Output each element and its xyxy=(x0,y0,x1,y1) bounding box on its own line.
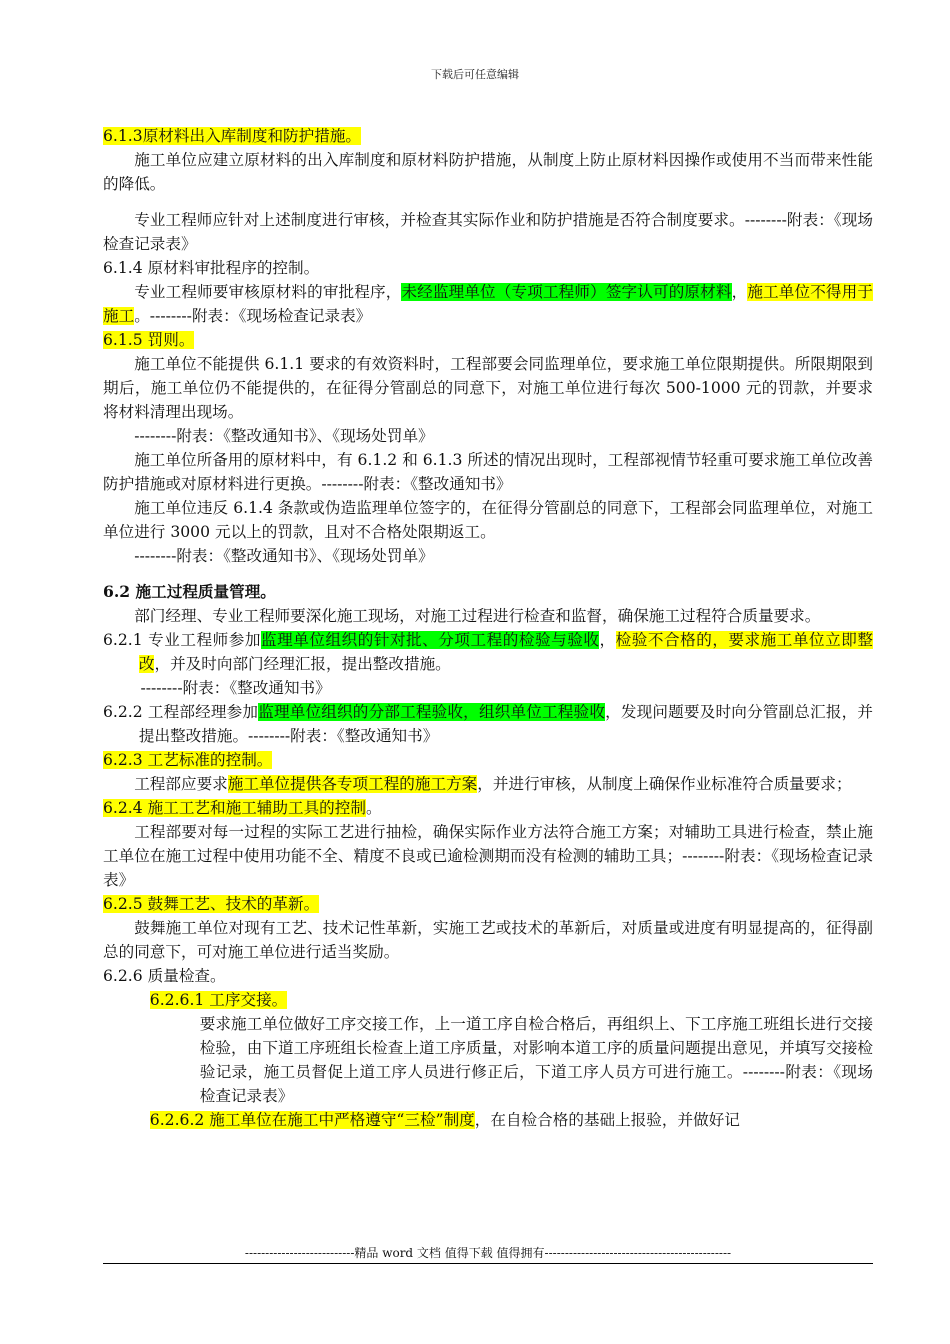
page-footer: ---------------------------精品 word 文档 值得下载 值得拥有---------------------------------------------- xyxy=(244,1246,732,1260)
section-6-2-3-paragraph: 工程部应要求施工单位提供各专项工程的施工方案，并进行审核，从制度上确保作业标准符合质量要求； xyxy=(134,775,852,793)
section-6-2-6-1-heading: 6.2.6.1 工序交接。 xyxy=(149,991,288,1009)
section-6-1-5-heading: 6.1.5 罚则。 xyxy=(103,331,195,349)
section-6-1-5-paragraph: 施工单位所备用的原材料中，有 6.1.2 和 6.1.3 所述的情况出现时，工程部视情节轻重可要求施工单位改善防护措施或对原材料进行更换。--------附表：《整改通知书》 xyxy=(103,451,873,493)
section-6-2-6-1-paragraph: 要求施工单位做好工序交接工作，上一道工序自检合格后，再组织上、下工序施工班组长进行交接检验，由下道工序班组长检查上道工序质量，对影响本道工序的质量问题提出意见，并填写交接检验记录，施工员督促上道工序人员进行修正后，下道工序人员方可进行施工。--------附表：《现场检查记录表》 xyxy=(199,1015,873,1105)
section-6-2-6-heading: 6.2.6 质量检查。 xyxy=(103,967,226,985)
section-6-2-heading: 6.2 施工过程质量管理。 xyxy=(103,582,276,601)
section-6-2-2-paragraph: 6.2.2 工程部经理参加监理单位组织的分部工程验收，组织单位工程验收，发现问题要及时向分管副总汇报，并提出整改措施。--------附表：《整改通知书》 xyxy=(103,703,873,745)
section-6-1-5-paragraph: 施工单位不能提供 6.1.1 要求的有效资料时，工程部要会同监理单位，要求施工单位限期提供。所限期限到期后，施工单位仍不能提供的，在征得分管副总的同意下，对施工单位进行每次 500-1000 元的罚款，并要求将材料清理出现场。 xyxy=(103,355,873,421)
section-6-2-paragraph: 部门经理、专业工程师要深化施工现场，对施工过程进行检查和监督，确保施工过程符合质量要求。 xyxy=(134,607,821,625)
section-6-1-3-heading: 6.1.3原材料出入库制度和防护措施。 xyxy=(103,127,362,145)
section-6-1-4-paragraph: 专业工程师要审核原材料的审批程序，未经监理单位（专项工程师）签字认可的原材料，施工单位不得用于施工。--------附表：《现场检查记录表》 xyxy=(103,283,873,325)
section-6-2-1-attachment: --------附表：《整改通知书》 xyxy=(140,679,331,697)
section-6-2-4-heading: 6.2.4 施工工艺和施工辅助工具的控制。 xyxy=(103,799,382,817)
section-6-1-3-paragraph: 专业工程师应针对上述制度进行审核，并检查其实际作业和防护措施是否符合制度要求。--------附表：《现场检查记录表》 xyxy=(103,211,873,253)
section-6-1-5-attachment: --------附表：《整改通知书》、《现场处罚单》 xyxy=(134,427,434,445)
page-header: 下载后可任意编辑 xyxy=(431,68,519,81)
section-6-1-5-attachment: --------附表：《整改通知书》、《现场处罚单》 xyxy=(134,547,434,565)
section-6-2-3-heading: 6.2.3 工艺标准的控制。 xyxy=(103,751,273,769)
footer-divider xyxy=(103,1263,873,1264)
section-6-1-5-paragraph: 施工单位违反 6.1.4 条款或伪造监理单位签字的，在征得分管副总的同意下，工程部会同监理单位，对施工单位进行 3000 元以上的罚款，且对不合格处限期返工。 xyxy=(103,499,873,541)
section-6-2-1-paragraph: 6.2.1 专业工程师参加监理单位组织的针对批、分项工程的检验与验收，检验不合格的，要求施工单位立即整改，并及时向部门经理汇报，提出整改措施。 xyxy=(103,631,873,673)
section-6-1-4-heading: 6.1.4 原材料审批程序的控制。 xyxy=(103,259,320,277)
document-body xyxy=(103,124,873,1132)
section-6-2-6-2-paragraph: 6.2.6.2 施工单位在施工中严格遵守“三检”制度，在自检合格的基础上报验，并做好记 xyxy=(149,1111,740,1129)
section-6-2-5-paragraph: 鼓舞施工单位对现有工艺、技术记性革新，实施工艺或技术的革新后，对质量或进度有明显提高的，征得副总的同意下，可对施工单位进行适当奖励。 xyxy=(103,919,873,961)
section-6-1-3-paragraph: 施工单位应建立原材料的出入库制度和原材料防护措施，从制度上防止原材料因操作或使用不当而带来性能的降低。 xyxy=(103,151,873,193)
section-6-2-4-paragraph: 工程部要对每一过程的实际工艺进行抽检，确保实际作业方法符合施工方案；对辅助工具进行检查，禁止施工单位在施工过程中使用功能不全、精度不良或已逾检测期而没有检测的辅助工具；--------附表：《现场检查记录表》 xyxy=(103,823,873,889)
section-6-2-5-heading: 6.2.5 鼓舞工艺、技术的革新。 xyxy=(103,895,320,913)
